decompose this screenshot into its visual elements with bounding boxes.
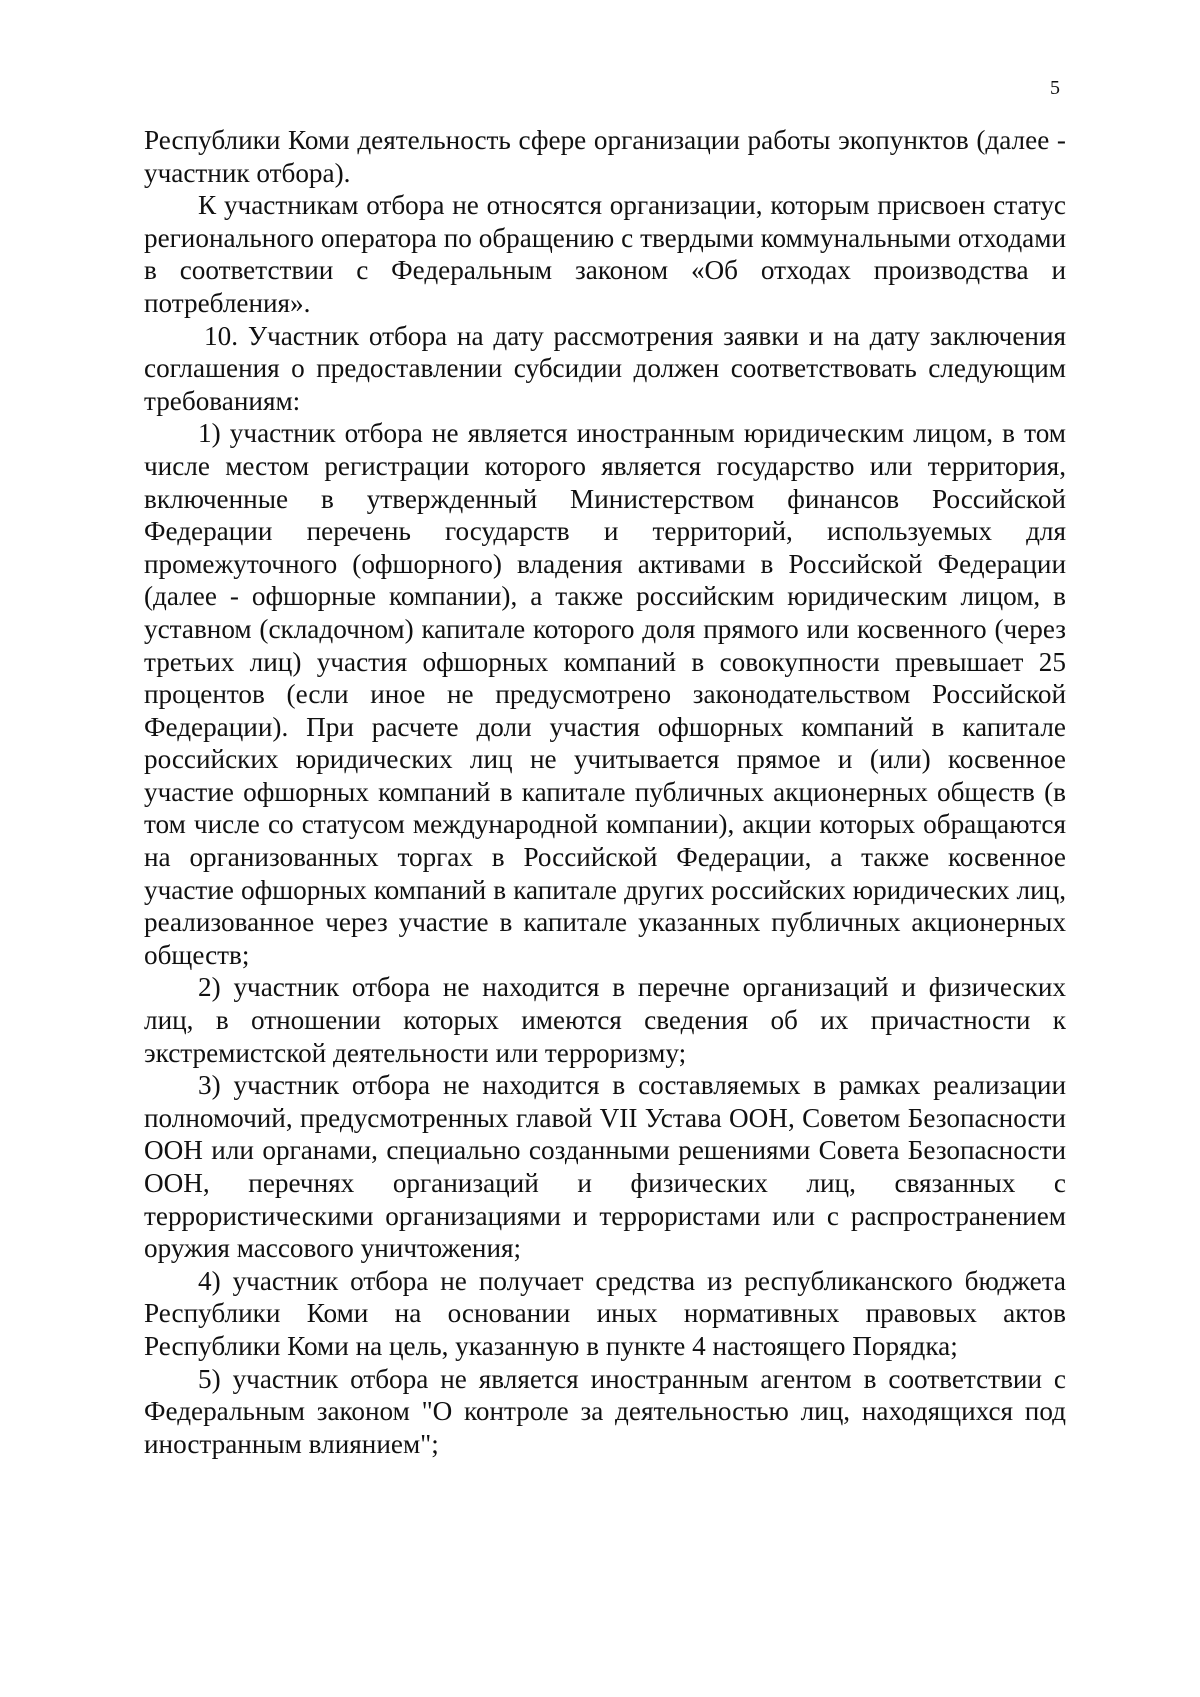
page-number: 5 [1050,77,1060,99]
paragraph-requirement-3: 3) участник отбора не находится в составляемых в рамках реализации полномочий, предусмотренных главой VII Устава ООН, Советом Безопасности ООН или органами, специально созданными решениями Совета Безопасности ООН, перечнях организаций и физических лиц, связанных с террористическими организациями и террористами или с распространением оружия массового уничтожения; [144,1070,1066,1264]
paragraph-continuation: Республики Коми деятельность сфере организации работы экопунктов (далее - участник отбора). [144,125,1066,188]
paragraph-requirement-4: 4) участник отбора не получает средства из республиканского бюджета Республики Коми на основании иных нормативных правовых актов Республики Коми на цель, указанную в пункте 4 настоящего Порядка; [144,1265,1066,1361]
paragraph-requirement-5: 5) участник отбора не является иностранным агентом в соответствии с Федеральным законом "О контроле за деятельностью лиц, находящихся под иностранным влиянием"; [144,1363,1066,1459]
paragraph-requirement-2: 2) участник отбора не находится в перечне организаций и физических лиц, в отношении которых имеются сведения об их причастности к экстремистской деятельности или терроризму; [144,972,1066,1068]
document-body [144,124,1066,1460]
paragraph-item-10: 10. Участник отбора на дату рассмотрения заявки и на дату заключения соглашения о предоставлении субсидии должен соответствовать следующим требованиям: [144,320,1066,416]
paragraph-exclusion: К участникам отбора не относятся организации, которым присвоен статус регионального оператора по обращению с твердыми коммунальными отходами в соответствии с Федеральным законом «Об отходах производства и потребления». [144,190,1066,318]
paragraph-requirement-1: 1) участник отбора не является иностранным юридическим лицом, в том числе местом регистрации которого является государство или территория, включенные в утвержденный Министерством финансов Российской Федерации перечень государств и территорий, используемых для промежуточного (офшорного) владения активами в Российской Федерации (далее - офшорные компании), а также российским юридическим лицом, в уставном (складочном) капитале которого доля прямого или косвенного (через третьих лиц) участия офшорных компаний в совокупности превышает 25 процентов (если иное не предусмотрено законодательством Российской Федерации). При расчете доли участия офшорных компаний в капитале российских юридических лиц не учитывается прямое и (или) косвенное участие офшорных компаний в капитале публичных акционерных обществ (в том числе со статусом международной компании), акции которых обращаются на организованных торгах в Российской Федерации, а также косвенное участие офшорных компаний в капитале других российских юридических лиц, реализованное через участие в капитале указанных публичных акционерных обществ; [144,418,1066,970]
